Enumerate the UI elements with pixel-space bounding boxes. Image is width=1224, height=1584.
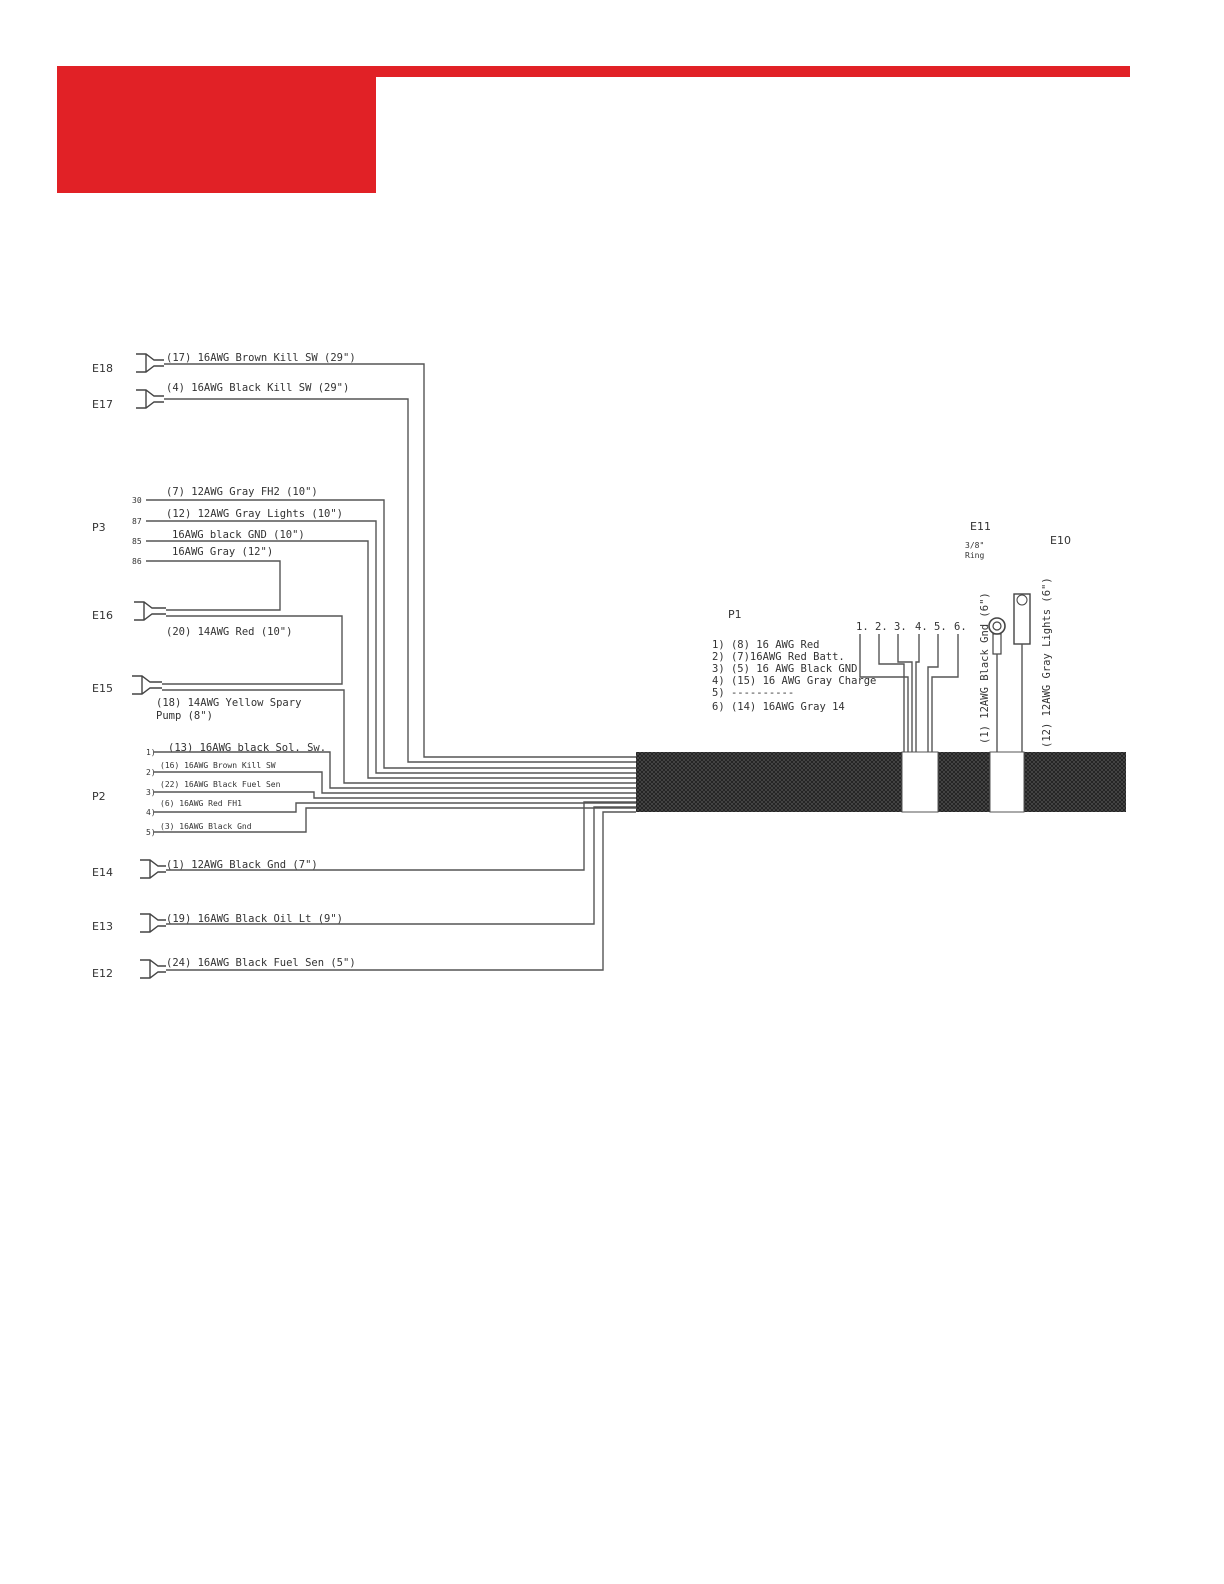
connector-id: P3: [92, 521, 106, 534]
connector-id: E18: [92, 362, 113, 375]
pin-label: 86: [132, 557, 142, 566]
connector-e12: [92, 812, 636, 980]
connector-id: E11: [970, 520, 991, 533]
wire-label: (1) 12AWG Black Gnd (7"): [166, 859, 318, 871]
connector-e14: [92, 802, 636, 879]
pin-label: 3): [146, 788, 156, 797]
pin-label: 1.: [856, 621, 869, 633]
wire-label: (24) 16AWG Black Fuel Sen (5"): [166, 957, 356, 969]
pin-label: 5.: [934, 621, 947, 633]
wire-label: Pump (8"): [156, 710, 213, 722]
connector-e10: [1014, 534, 1071, 752]
pin-label: 3.: [894, 621, 907, 633]
connector-p1: [712, 608, 967, 752]
connector-id: E14: [92, 866, 113, 879]
wire-label: (4) 16AWG Black Kill SW (29"): [166, 382, 350, 394]
connector-e11: [965, 520, 1005, 752]
wire-label: (12) 12AWG Gray Lights (6"): [1041, 577, 1053, 748]
pin-label: 4): [146, 808, 156, 817]
pin-list-item: 5) ----------: [712, 687, 795, 699]
wire-label: (20) 14AWG Red (10"): [166, 626, 293, 638]
pin-label: 5): [146, 828, 156, 837]
wire-label: (19) 16AWG Black Oil Lt (9"): [166, 913, 344, 925]
wire-label: (7) 12AWG Gray FH2 (10"): [166, 486, 318, 498]
wire-label: (22) 16AWG Black Fuel Sen: [160, 780, 281, 789]
pin-label: 6.: [954, 621, 967, 633]
wire-label: (3) 16AWG Black Gnd: [160, 822, 252, 831]
pin-label: 87: [132, 517, 142, 526]
ring-size: 3/8": [965, 541, 985, 550]
wire-label: (1) 12AWG Black Gnd (6"): [979, 592, 991, 744]
connector-id: P1: [728, 608, 742, 621]
connector-id: E16: [92, 609, 113, 622]
pin-list-item: 3) (5) 16 AWG Black GND: [712, 663, 858, 675]
header-red-block: [57, 66, 376, 193]
pin-label: 2.: [875, 621, 888, 633]
connector-e16: [92, 602, 342, 684]
pin-label: 1): [146, 748, 156, 757]
pin-label: 2): [146, 768, 156, 777]
connector-id: E17: [92, 398, 113, 411]
connector-id: E12: [92, 967, 113, 980]
connector-id: P2: [92, 790, 106, 803]
connector-id: E13: [92, 920, 113, 933]
connector-p2: [92, 742, 636, 837]
pin-label: 30: [132, 496, 142, 505]
connector-id: E10: [1050, 534, 1071, 547]
pin-list-item: 4) (15) 16 AWG Gray Charge: [712, 675, 877, 687]
pin-list-item: 1) (8) 16 AWG Red: [712, 639, 820, 651]
wire-label: 16AWG black GND (10"): [172, 529, 305, 541]
wire-label: 16AWG Gray (12"): [172, 546, 274, 558]
wire-label: (6) 16AWG Red FH1: [160, 799, 242, 808]
wire-label: (13) 16AWG black Sol. Sw.: [168, 742, 327, 754]
wire-label: (17) 16AWG Brown Kill SW (29"): [166, 352, 356, 364]
wiring-diagram: [82, 332, 1126, 1000]
harness-bundle: [636, 752, 1126, 812]
wire-label: (18) 14AWG Yellow Spary: [156, 697, 302, 709]
pin-label: 85: [132, 537, 142, 546]
wire-label: (16) 16AWG Brown Kill SW: [160, 761, 276, 770]
connector-id: E15: [92, 682, 113, 695]
wire-label: (12) 12AWG Gray Lights (10"): [166, 508, 344, 520]
pin-list-item: 2) (7)16AWG Red Batt.: [712, 651, 845, 663]
pin-list-item: 6) (14) 16AWG Gray 14: [712, 701, 845, 713]
ring-label: Ring: [965, 551, 985, 560]
pin-label: 4.: [915, 621, 928, 633]
